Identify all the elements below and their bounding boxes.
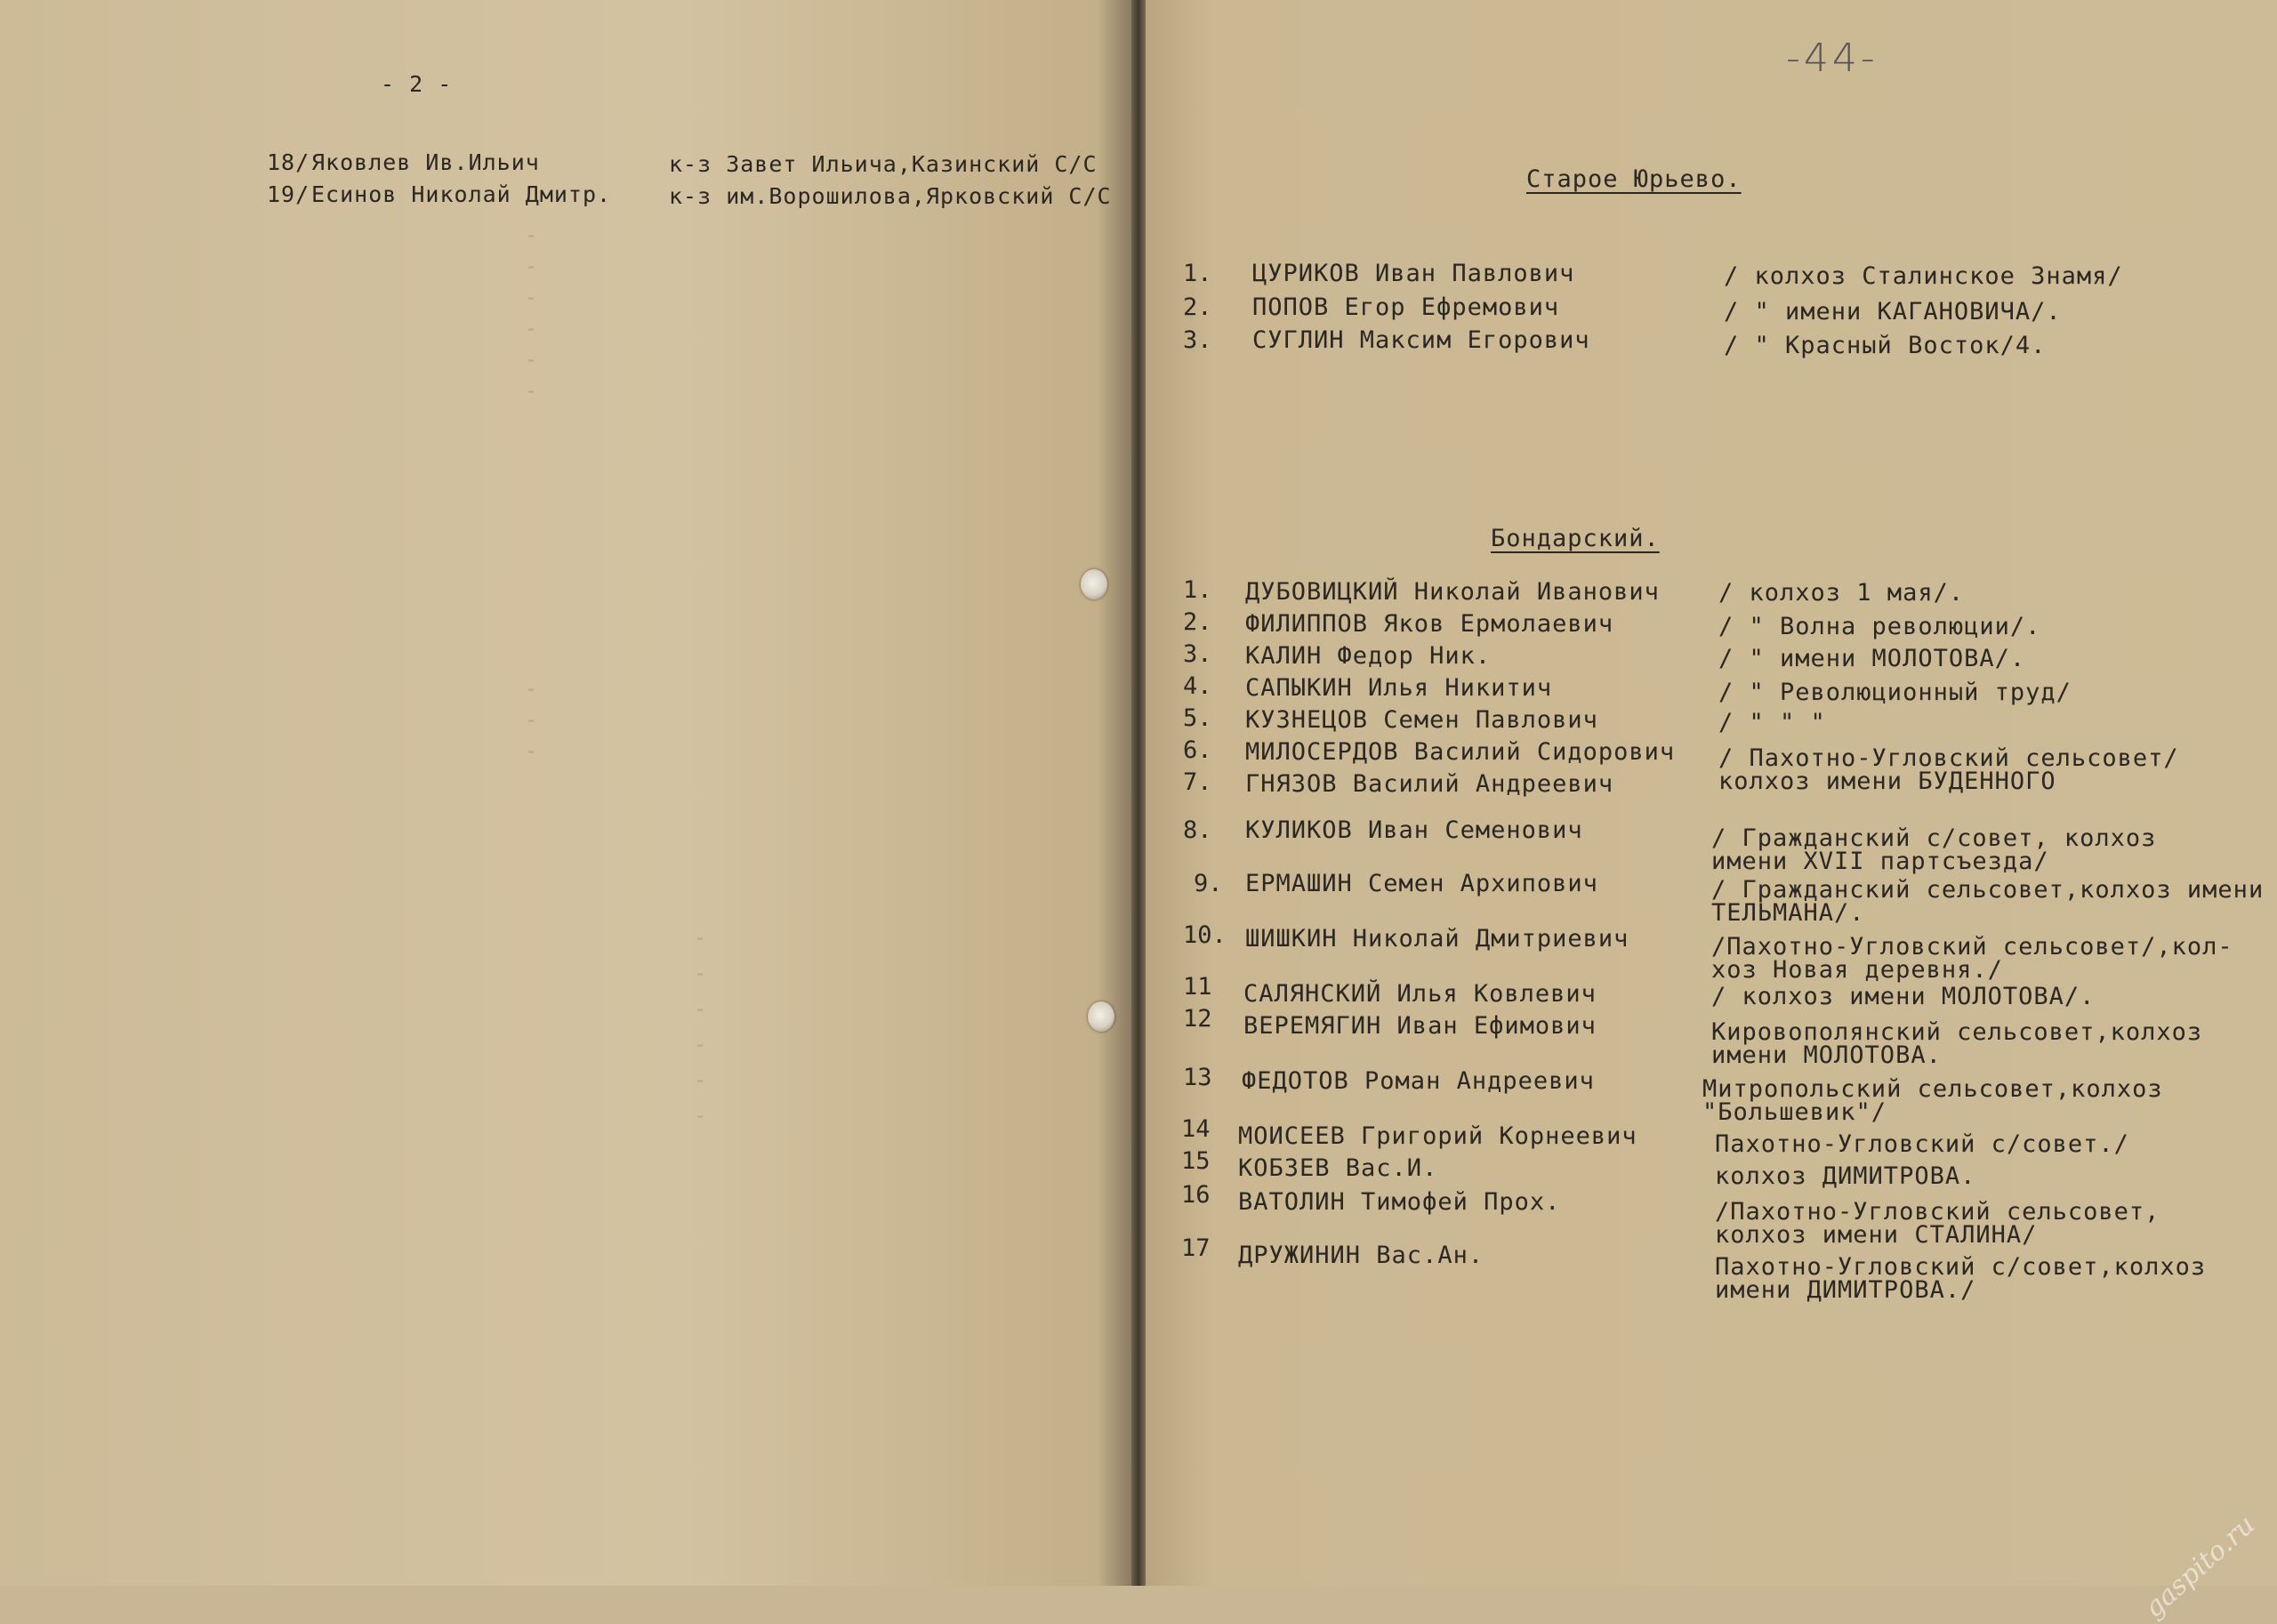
entry-info: / " имени КАГАНОВИЧА/. [1724,298,2062,326]
entry-name: МОИСЕЕВ Григорий Корнеевич [1238,1122,1637,1150]
left-page-number: - 2 - [381,71,453,97]
entry-name: ВЕРЕМЯГИН Иван Ефимович [1243,1012,1597,1040]
left-entry-18-num: 18/ [267,149,310,175]
entry-name: ПОПОВ Егор Ефремович [1252,293,1560,321]
entry-num: 6. [1183,736,1212,764]
entry-info: / " Красный Восток/4. [1724,332,2047,359]
entry-num: 17 [1181,1234,1211,1262]
left-entry-19-num: 19/ [267,181,310,207]
entry-name: САЛЯНСКИЙ Илья Ковлевич [1243,980,1597,1008]
left-entry-19-info: к-з им.Ворошилова,Ярковский С/С [669,183,1112,209]
entry-info: / " имени МОЛОТОВА/. [1718,645,2026,672]
entry-info: / Пахотно-Угловский сельсовет/ [1718,744,2179,772]
left-entry-18-name: Яковлев Ив.Ильич [311,149,540,175]
section-title-staroe-yurevo: Старое Юрьево. [1526,165,1742,193]
entry-num: 13 [1183,1064,1212,1091]
watermark: gaspito.ru [2138,1508,2261,1624]
right-page-number: -44- [1786,36,1879,81]
entry-info: Митропольский сельсовет,колхоз "Большевик"/ [1702,1075,2163,1126]
entry-num: 11 [1183,973,1212,1001]
entry-name: ЦУРИКОВ Иван Павлович [1252,260,1575,287]
entry-info: колхоз имени БУДЕННОГО [1718,768,2056,795]
entry-name: ВАТОЛИН Тимофей Прох. [1238,1188,1561,1216]
entry-info: Кировополянский сельсовет,колхоз имени МОЛОТОВА. [1711,1018,2203,1069]
left-page: - 2 - 18/ Яковлев Ив.Ильич к-з Завет Ильича,Казинский С/С 19/ Есинов Николай Дмитр. к-з им.Ворошилова,Ярковский С/С - - - - - - - - - - - - - - - [0,0,1131,1586]
entry-info: Пахотно-Угловский с/совет./ [1715,1130,2129,1158]
entry-info: / колхоз Сталинское Знамя/ [1724,262,2123,290]
entry-name: МИЛОСЕРДОВ Василий Сидорович [1245,738,1676,766]
entry-num: 2. [1183,608,1212,636]
entry-name: ДУБОВИЦКИЙ Николай Иванович [1245,578,1660,606]
entry-info: / " " " [1718,709,1826,736]
entry-num: 16 [1181,1181,1211,1209]
entry-num: 4. [1183,672,1212,700]
entry-info: / колхоз 1 мая/. [1718,579,1965,607]
entry-name: САПЫКИН Илья Никитич [1245,674,1553,702]
entry-num: 1. [1183,260,1212,287]
left-entry-19-name: Есинов Николай Дмитр. [311,181,612,207]
entry-num: 1. [1183,576,1212,604]
binding-hole-top [1081,569,1107,599]
entry-info: колхоз ДИМИТРОВА. [1715,1162,1976,1190]
entry-name: ФИЛИППОВ Яков Ермолаевич [1245,610,1614,638]
entry-info: / колхоз имени МОЛОТОВА/. [1711,983,2096,1010]
entry-name: СУГЛИН Максим Егорович [1252,326,1590,354]
entry-info: / Гражданский с/совет, колхоз имени XVII партсъезда/ [1711,824,2157,875]
entry-info: / Гражданский сельсовет,колхоз имени ТЕЛЬМАНА/. [1711,876,2265,927]
entry-info: /Пахотно-Угловский сельсовет, колхоз имени СТАЛИНА/ [1715,1198,2160,1249]
binding-hole-bottom [1088,1001,1114,1032]
entry-num: 12 [1183,1005,1212,1033]
entry-num: 2. [1183,293,1212,321]
entry-name: КАЛИН Федор Ник. [1245,642,1492,670]
entry-num: 3. [1183,326,1212,354]
entry-name: КУЛИКОВ Иван Семенович [1245,816,1583,844]
entry-name: ДРУЖИНИН Вас.Ан. [1238,1242,1484,1269]
entry-num: 14 [1181,1115,1211,1143]
entry-info: /Пахотно-Угловский сельсовет/,кол- хоз Новая деревня./ [1711,933,2233,984]
entry-num: 3. [1183,640,1212,668]
entry-name: ГНЯЗОВ Василий Андреевич [1245,770,1614,798]
entry-num: 8. [1183,816,1212,844]
entry-name: ФЕДОТОВ Роман Андреевич [1242,1067,1595,1095]
entry-info: Пахотно-Угловский с/совет,колхоз имени ДИМИТРОВА./ [1715,1253,2207,1304]
entry-num: 15 [1181,1147,1211,1175]
right-page [1146,0,2277,1624]
entry-name: ШИШКИН Николай Дмитриевич [1245,925,1629,953]
entry-info: / " Революционный труд/ [1718,679,2072,706]
page-fold [1131,0,1146,1586]
entry-name: ЕРМАШИН Семен Архипович [1245,870,1598,897]
entry-name: КУЗНЕЦОВ Семен Павлович [1245,706,1598,734]
entry-info: / " Волна революции/. [1718,613,2041,640]
entry-name: КОБЗЕВ Вас.И. [1238,1154,1438,1182]
left-entry-18-info: к-з Завет Ильича,Казинский С/С [669,151,1098,177]
entry-num: 10. [1183,921,1227,949]
entry-num: 7. [1183,768,1212,796]
entry-num: 9. [1194,870,1223,897]
entry-num: 5. [1183,704,1212,732]
section-title-bondarsky: Бондарский. [1491,525,1660,552]
